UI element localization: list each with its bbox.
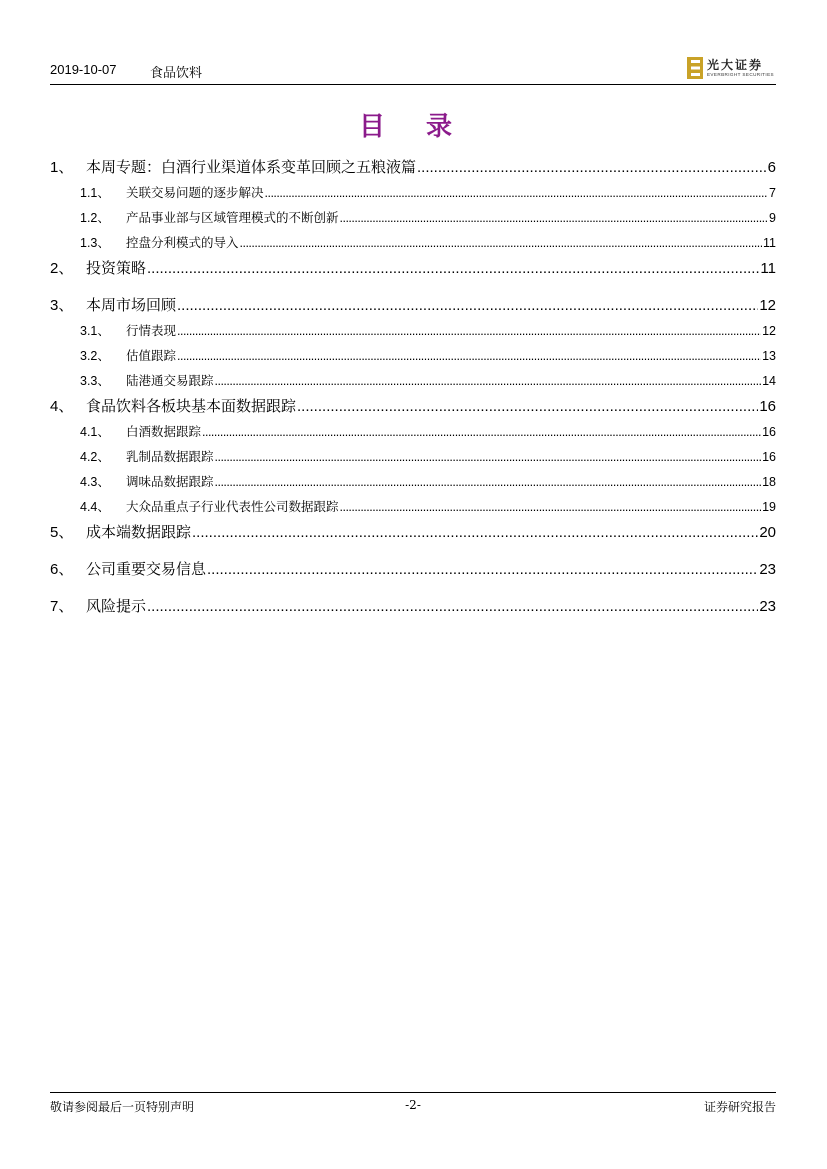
toc-entry-page: 23 xyxy=(759,561,776,578)
toc-entry-page: 11 xyxy=(760,260,776,277)
toc-entry-title: 白酒数据跟踪 xyxy=(126,425,202,439)
toc-leader-dots xyxy=(147,594,758,620)
toc-leader-dots xyxy=(215,470,762,495)
report-type: 证券研究报告 xyxy=(703,1100,776,1114)
toc-leader-dots xyxy=(215,369,762,394)
toc-subsection-entry[interactable] xyxy=(50,445,776,470)
toc-leader-dots xyxy=(240,231,763,256)
toc-subsection-entry[interactable] xyxy=(50,470,776,495)
toc-entry-title: 食品饮料各板块基本面数据跟踪 xyxy=(86,398,297,415)
toc-entry-number: 4、 xyxy=(50,398,74,415)
toc-entry-page: 18 xyxy=(762,475,776,489)
toc-entry-number: 6、 xyxy=(50,561,74,578)
page-header xyxy=(50,58,776,85)
toc-entry-number: 1.1、 xyxy=(80,186,110,200)
toc-entry-number: 3.1、 xyxy=(80,324,110,338)
toc-entry-title: 成本端数据跟踪 xyxy=(86,524,192,541)
toc-entry-number: 3.3、 xyxy=(80,374,110,388)
toc-subsection-entry[interactable] xyxy=(50,181,776,206)
toc-leader-dots xyxy=(207,557,758,583)
toc-subsection-entry[interactable] xyxy=(50,420,776,445)
toc-entry-title: 公司重要交易信息 xyxy=(86,561,207,578)
toc-section-entry[interactable] xyxy=(50,594,776,631)
toc-section-entry[interactable] xyxy=(50,155,776,181)
toc-entry-page: 20 xyxy=(759,524,776,541)
toc-entry-number: 3.2、 xyxy=(80,349,110,363)
toc-section-entry[interactable] xyxy=(50,520,776,557)
toc-entry-page: 7 xyxy=(769,186,776,200)
table-of-contents xyxy=(50,155,776,631)
toc-entry-number: 5、 xyxy=(50,524,74,541)
company-logo xyxy=(687,56,774,80)
toc-entry-number: 1、 xyxy=(50,159,74,176)
toc-section-entry[interactable] xyxy=(50,557,776,594)
toc-entry-page: 16 xyxy=(762,425,776,439)
toc-subsection-entry[interactable] xyxy=(50,369,776,394)
toc-entry-number: 4.1、 xyxy=(80,425,110,439)
toc-entry-page: 23 xyxy=(759,598,776,615)
toc-entry-title: 调味品数据跟踪 xyxy=(126,475,214,489)
toc-entry-title: 风险提示 xyxy=(86,598,147,615)
toc-entry-title: 控盘分利模式的导入 xyxy=(126,236,239,250)
toc-entry-number: 4.3、 xyxy=(80,475,110,489)
toc-entry-title: 陆港通交易跟踪 xyxy=(126,374,214,388)
toc-subsection-entry[interactable] xyxy=(50,231,776,256)
toc-entry-title: 关联交易问题的逐步解决 xyxy=(126,186,264,200)
toc-entry-title: 行情表现 xyxy=(126,324,177,338)
toc-leader-dots xyxy=(340,495,762,520)
toc-entry-page: 13 xyxy=(762,349,776,363)
page-footer xyxy=(50,1092,776,1117)
toc-entry-title: 本周市场回顾 xyxy=(86,297,177,314)
toc-entry-page: 16 xyxy=(762,450,776,464)
toc-entry-page: 19 xyxy=(762,500,776,514)
disclaimer-note: 敬请参阅最后一页特别声明 xyxy=(50,1100,195,1114)
toc-entry-page: 16 xyxy=(759,398,776,415)
report-date: 2019-10-07 xyxy=(50,62,117,77)
toc-entry-number: 1.2、 xyxy=(80,211,110,225)
toc-entry-title: 估值跟踪 xyxy=(126,349,177,363)
toc-leader-dots xyxy=(202,420,761,445)
toc-leader-dots xyxy=(177,319,761,344)
toc-entry-page: 14 xyxy=(762,374,776,388)
toc-entry-number: 7、 xyxy=(50,598,74,615)
toc-entry-number: 4.4、 xyxy=(80,500,110,514)
toc-leader-dots xyxy=(417,155,767,181)
toc-entry-title: 投资策略 xyxy=(86,260,147,277)
toc-subsection-entry[interactable] xyxy=(50,206,776,231)
toc-entry-number: 3、 xyxy=(50,297,74,314)
toc-entry-title: 大众品重点子行业代表性公司数据跟踪 xyxy=(126,500,339,514)
toc-leader-dots xyxy=(297,394,758,420)
toc-leader-dots xyxy=(215,445,762,470)
toc-entry-title: 产品事业部与区域管理模式的不断创新 xyxy=(126,211,339,225)
page-title: 目 录 xyxy=(358,112,469,142)
toc-leader-dots xyxy=(147,256,759,282)
toc-entry-title: 乳制品数据跟踪 xyxy=(126,450,214,464)
toc-section-entry[interactable] xyxy=(50,293,776,319)
toc-section-entry[interactable] xyxy=(50,256,776,293)
toc-entry-page: 12 xyxy=(759,297,776,314)
toc-leader-dots xyxy=(265,181,769,206)
sector-name: 食品饮料 xyxy=(150,65,203,80)
toc-subsection-entry[interactable] xyxy=(50,344,776,369)
logo-chinese-name: 光大证券 xyxy=(706,57,763,72)
toc-leader-dots xyxy=(340,206,769,231)
page-number: -2- xyxy=(405,1098,421,1112)
toc-entry-page: 11 xyxy=(763,236,776,250)
logo-english-name: EVERBRIGHT SECURITIES xyxy=(706,71,774,77)
toc-leader-dots xyxy=(192,520,758,546)
toc-entry-number: 2、 xyxy=(50,260,74,277)
toc-subsection-entry[interactable] xyxy=(50,495,776,520)
toc-entry-page: 6 xyxy=(767,159,776,176)
toc-subsection-entry[interactable] xyxy=(50,319,776,344)
toc-entry-number: 4.2、 xyxy=(80,450,110,464)
toc-section-entry[interactable] xyxy=(50,394,776,420)
toc-entry-title: 本周专题：白酒行业渠道体系变革回顾之五粮液篇 xyxy=(86,159,417,176)
toc-leader-dots xyxy=(177,293,758,319)
toc-entry-page: 9 xyxy=(769,211,776,225)
toc-entry-page: 12 xyxy=(762,324,776,338)
toc-entry-number: 1.3、 xyxy=(80,236,110,250)
logo-mark-icon xyxy=(687,57,703,79)
toc-leader-dots xyxy=(177,344,761,369)
